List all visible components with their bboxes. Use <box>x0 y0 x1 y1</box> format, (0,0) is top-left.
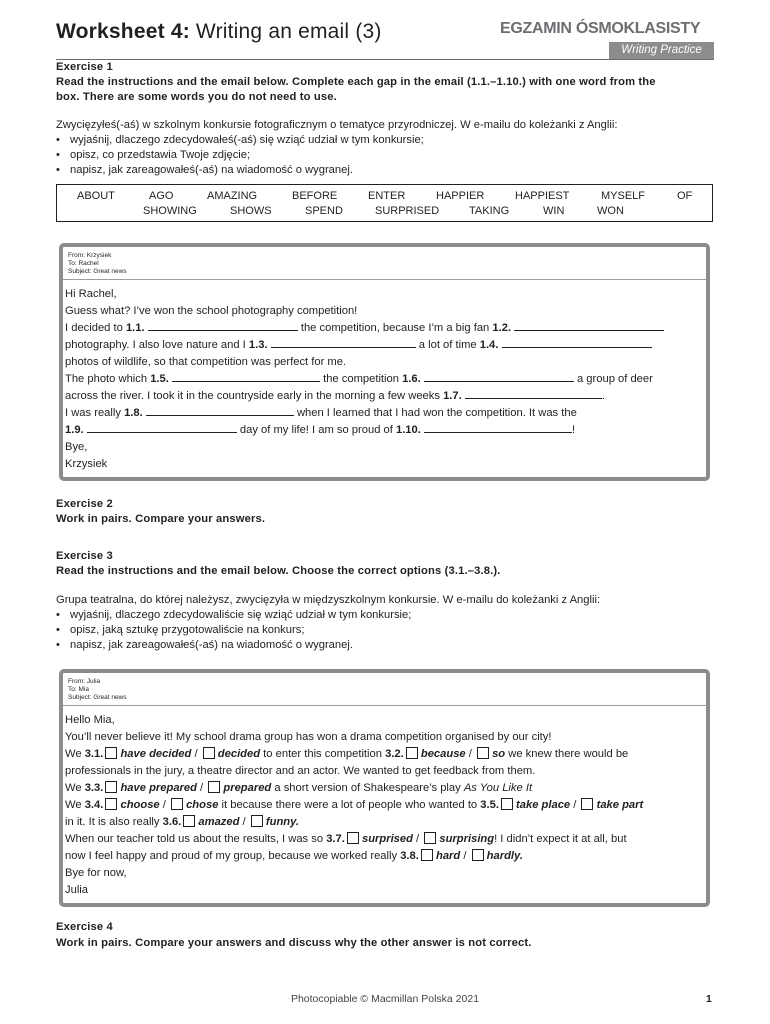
exercise3-bullet: • napisz, jak zareagowałeś(-aś) na wiadomość o wygranej. <box>56 638 353 653</box>
exercise1-bullet: • wyjaśnij, dlaczego zdecydowałeś(-aś) się wziąć udział w tym konkursie; <box>56 133 424 148</box>
option-checkbox[interactable] <box>424 832 436 844</box>
option-checkbox[interactable] <box>105 781 117 793</box>
option-checkbox[interactable] <box>477 747 489 759</box>
title-rest: Writing an email (3) <box>189 20 382 43</box>
email-header <box>68 678 127 702</box>
word-item: TAKING <box>469 205 510 217</box>
gap-1-4[interactable] <box>502 338 652 348</box>
exercise3-bullet: • opisz, jaką sztukę przygotowaliście na konkurs; <box>56 623 304 638</box>
word-item: ENTER <box>368 190 406 202</box>
email1-line: Guess what? I’ve won the school photography competition! <box>65 305 358 317</box>
option-checkbox[interactable] <box>581 798 593 810</box>
email2-line: We 3.3. have prepared / prepared a short version of Shakespeare’s play As You Like It <box>65 782 533 794</box>
gap-1-9[interactable] <box>87 423 237 433</box>
word-item: SHOWING <box>143 205 197 217</box>
email1-line: 1.9. day of my life! I am so proud of 1.10. ! <box>65 424 576 436</box>
email2-line: Julia <box>65 884 89 896</box>
exercise4-heading: Exercise 4 <box>56 921 113 933</box>
title-bold: Worksheet 4: <box>56 20 190 43</box>
word-item: SHOWS <box>230 205 272 217</box>
option-checkbox[interactable] <box>472 849 484 861</box>
email1-line: Hi Rachel, <box>65 288 117 300</box>
email2-line: We 3.4. choose / chose it because there were a lot of people who wanted to 3.5. take place / take part <box>65 799 644 811</box>
email2-line: Bye for now, <box>65 867 127 879</box>
exercise1-bullet: • napisz, jak zareagowałeś(-aś) na wiadomość o wygranej. <box>56 163 353 178</box>
word-item: WON <box>597 205 624 217</box>
option-checkbox[interactable] <box>406 747 418 759</box>
word-item: AMAZING <box>207 190 258 202</box>
exercise3-instruction: Read the instructions and the email below. Choose the correct options (3.1.–3.8.). <box>56 565 501 577</box>
writing-practice-tag: Writing Practice <box>609 42 714 59</box>
email1-line: Krzysiek <box>65 458 108 470</box>
email1-line: photography. I also love nature and I 1.3. a lot of time 1.4. <box>65 338 652 353</box>
word-item: HAPPIEST <box>515 190 570 202</box>
exercise3-bullet: • wyjaśnij, dlaczego zdecydowaliście się wziąć udział w tym konkursie; <box>56 608 411 623</box>
gap-1-2[interactable] <box>514 321 664 331</box>
word-box <box>56 184 713 222</box>
email-from: From: Julia <box>68 678 101 685</box>
option-checkbox[interactable] <box>501 798 513 810</box>
exercise2-heading: Exercise 2 <box>56 498 113 510</box>
email2-line: professionals in the jury, a theatre director and an actor. We wanted to get feedback from them. <box>65 765 536 777</box>
option-checkbox[interactable] <box>105 798 117 810</box>
option-checkbox[interactable] <box>208 781 220 793</box>
exercise3-heading: Exercise 3 <box>56 550 113 562</box>
word-item: HAPPIER <box>436 190 485 202</box>
option-checkbox[interactable] <box>105 747 117 759</box>
word-item: SPEND <box>305 205 343 217</box>
option-checkbox[interactable] <box>171 798 183 810</box>
option-checkbox[interactable] <box>421 849 433 861</box>
exercise4-text: Work in pairs. Compare your answers and discuss why the other answer is not correct. <box>56 937 532 949</box>
exercise1-task: Zwycięzyłeś(-aś) w szkolnym konkursie fotograficznym o tematyce przyrodniczej. W e-mailu do koleżanki z Anglii: <box>56 119 618 131</box>
email1-line: photos of wildlife, so that competition was perfect for me. <box>65 356 347 368</box>
word-item: MYSELF <box>601 190 646 202</box>
option-checkbox[interactable] <box>347 832 359 844</box>
exercise1-bullet: • opisz, co przedstawia Twoje zdjęcie; <box>56 148 250 163</box>
email1-line: I decided to 1.1. the competition, because I’m a big fan 1.2. <box>65 321 664 336</box>
email-header <box>68 252 127 276</box>
email2-line: When our teacher told us about the results, I was so 3.7. surprised / surprising! I didn’t expect it at all, but <box>65 833 627 845</box>
header-divider <box>56 59 714 60</box>
option-checkbox[interactable] <box>251 815 263 827</box>
gap-1-7[interactable] <box>465 389 602 399</box>
word-item: BEFORE <box>292 190 338 202</box>
email-subject: Subject: Great news <box>68 268 127 275</box>
gap-1-1[interactable] <box>148 321 298 331</box>
option-checkbox[interactable] <box>183 815 195 827</box>
page-number: 1 <box>706 993 712 1005</box>
word-item: SURPRISED <box>375 205 440 217</box>
gap-1-10[interactable] <box>424 423 572 433</box>
email2-line: We 3.1. have decided / decided to enter this competition 3.2. because / so we knew there would be <box>65 748 629 760</box>
email-to: To: Mia <box>68 686 89 693</box>
exercise1-heading: Exercise 1 <box>56 61 113 73</box>
email1-line: The photo which 1.5. the competition 1.6. a group of deer <box>65 373 653 385</box>
email-to: To: Rachel <box>68 260 99 267</box>
email1-line: Bye, <box>65 441 88 453</box>
word-item: ABOUT <box>77 190 115 202</box>
email2-line: now I feel happy and proud of my group, because we worked really 3.8. hard / hardly. <box>65 850 523 862</box>
email-from: From: Krzysiek <box>68 252 112 259</box>
exercise1-instruction-line2: box. There are some words you do not need to use. <box>56 91 337 103</box>
gap-1-8[interactable] <box>146 406 294 416</box>
footer-copyright: Photocopiable © Macmillan Polska 2021 <box>290 993 480 1005</box>
page-title <box>56 20 382 44</box>
gap-1-3[interactable] <box>271 338 416 348</box>
word-item: AGO <box>149 190 174 202</box>
option-checkbox[interactable] <box>203 747 215 759</box>
email2-line: Hello Mia, <box>65 714 115 726</box>
email-header-divider <box>63 279 706 280</box>
email2-line: You’ll never believe it! My school drama group has won a drama competition organised by our city! <box>65 731 552 743</box>
email2-line: in it. It is also really 3.6. amazed / funny. <box>65 816 300 828</box>
gap-1-6[interactable] <box>424 372 574 382</box>
email1-line: I was really 1.8. when I learned that I had won the competition. It was the <box>65 407 577 419</box>
exercise2-text: Work in pairs. Compare your answers. <box>56 513 266 525</box>
gap-1-5[interactable] <box>172 372 320 382</box>
email1-line: across the river. I took it in the countryside early in the morning a few weeks 1.7. . <box>65 390 605 402</box>
word-item: OF <box>677 190 693 202</box>
exercise1-instruction-line1: Read the instructions and the email below. Complete each gap in the email (1.1.–1.10.) with one word from the <box>56 76 656 88</box>
exercise3-task: Grupa teatralna, do której należysz, zwycięzyła w międzyszkolnym konkursie. W e-mailu do koleżanki z Anglii: <box>56 594 601 606</box>
email-header-divider <box>63 705 706 706</box>
brand-label: EGZAMIN ÓSMOKLASISTY <box>500 20 701 37</box>
email-subject: Subject: Great news <box>68 694 127 701</box>
word-item: WIN <box>543 205 565 217</box>
